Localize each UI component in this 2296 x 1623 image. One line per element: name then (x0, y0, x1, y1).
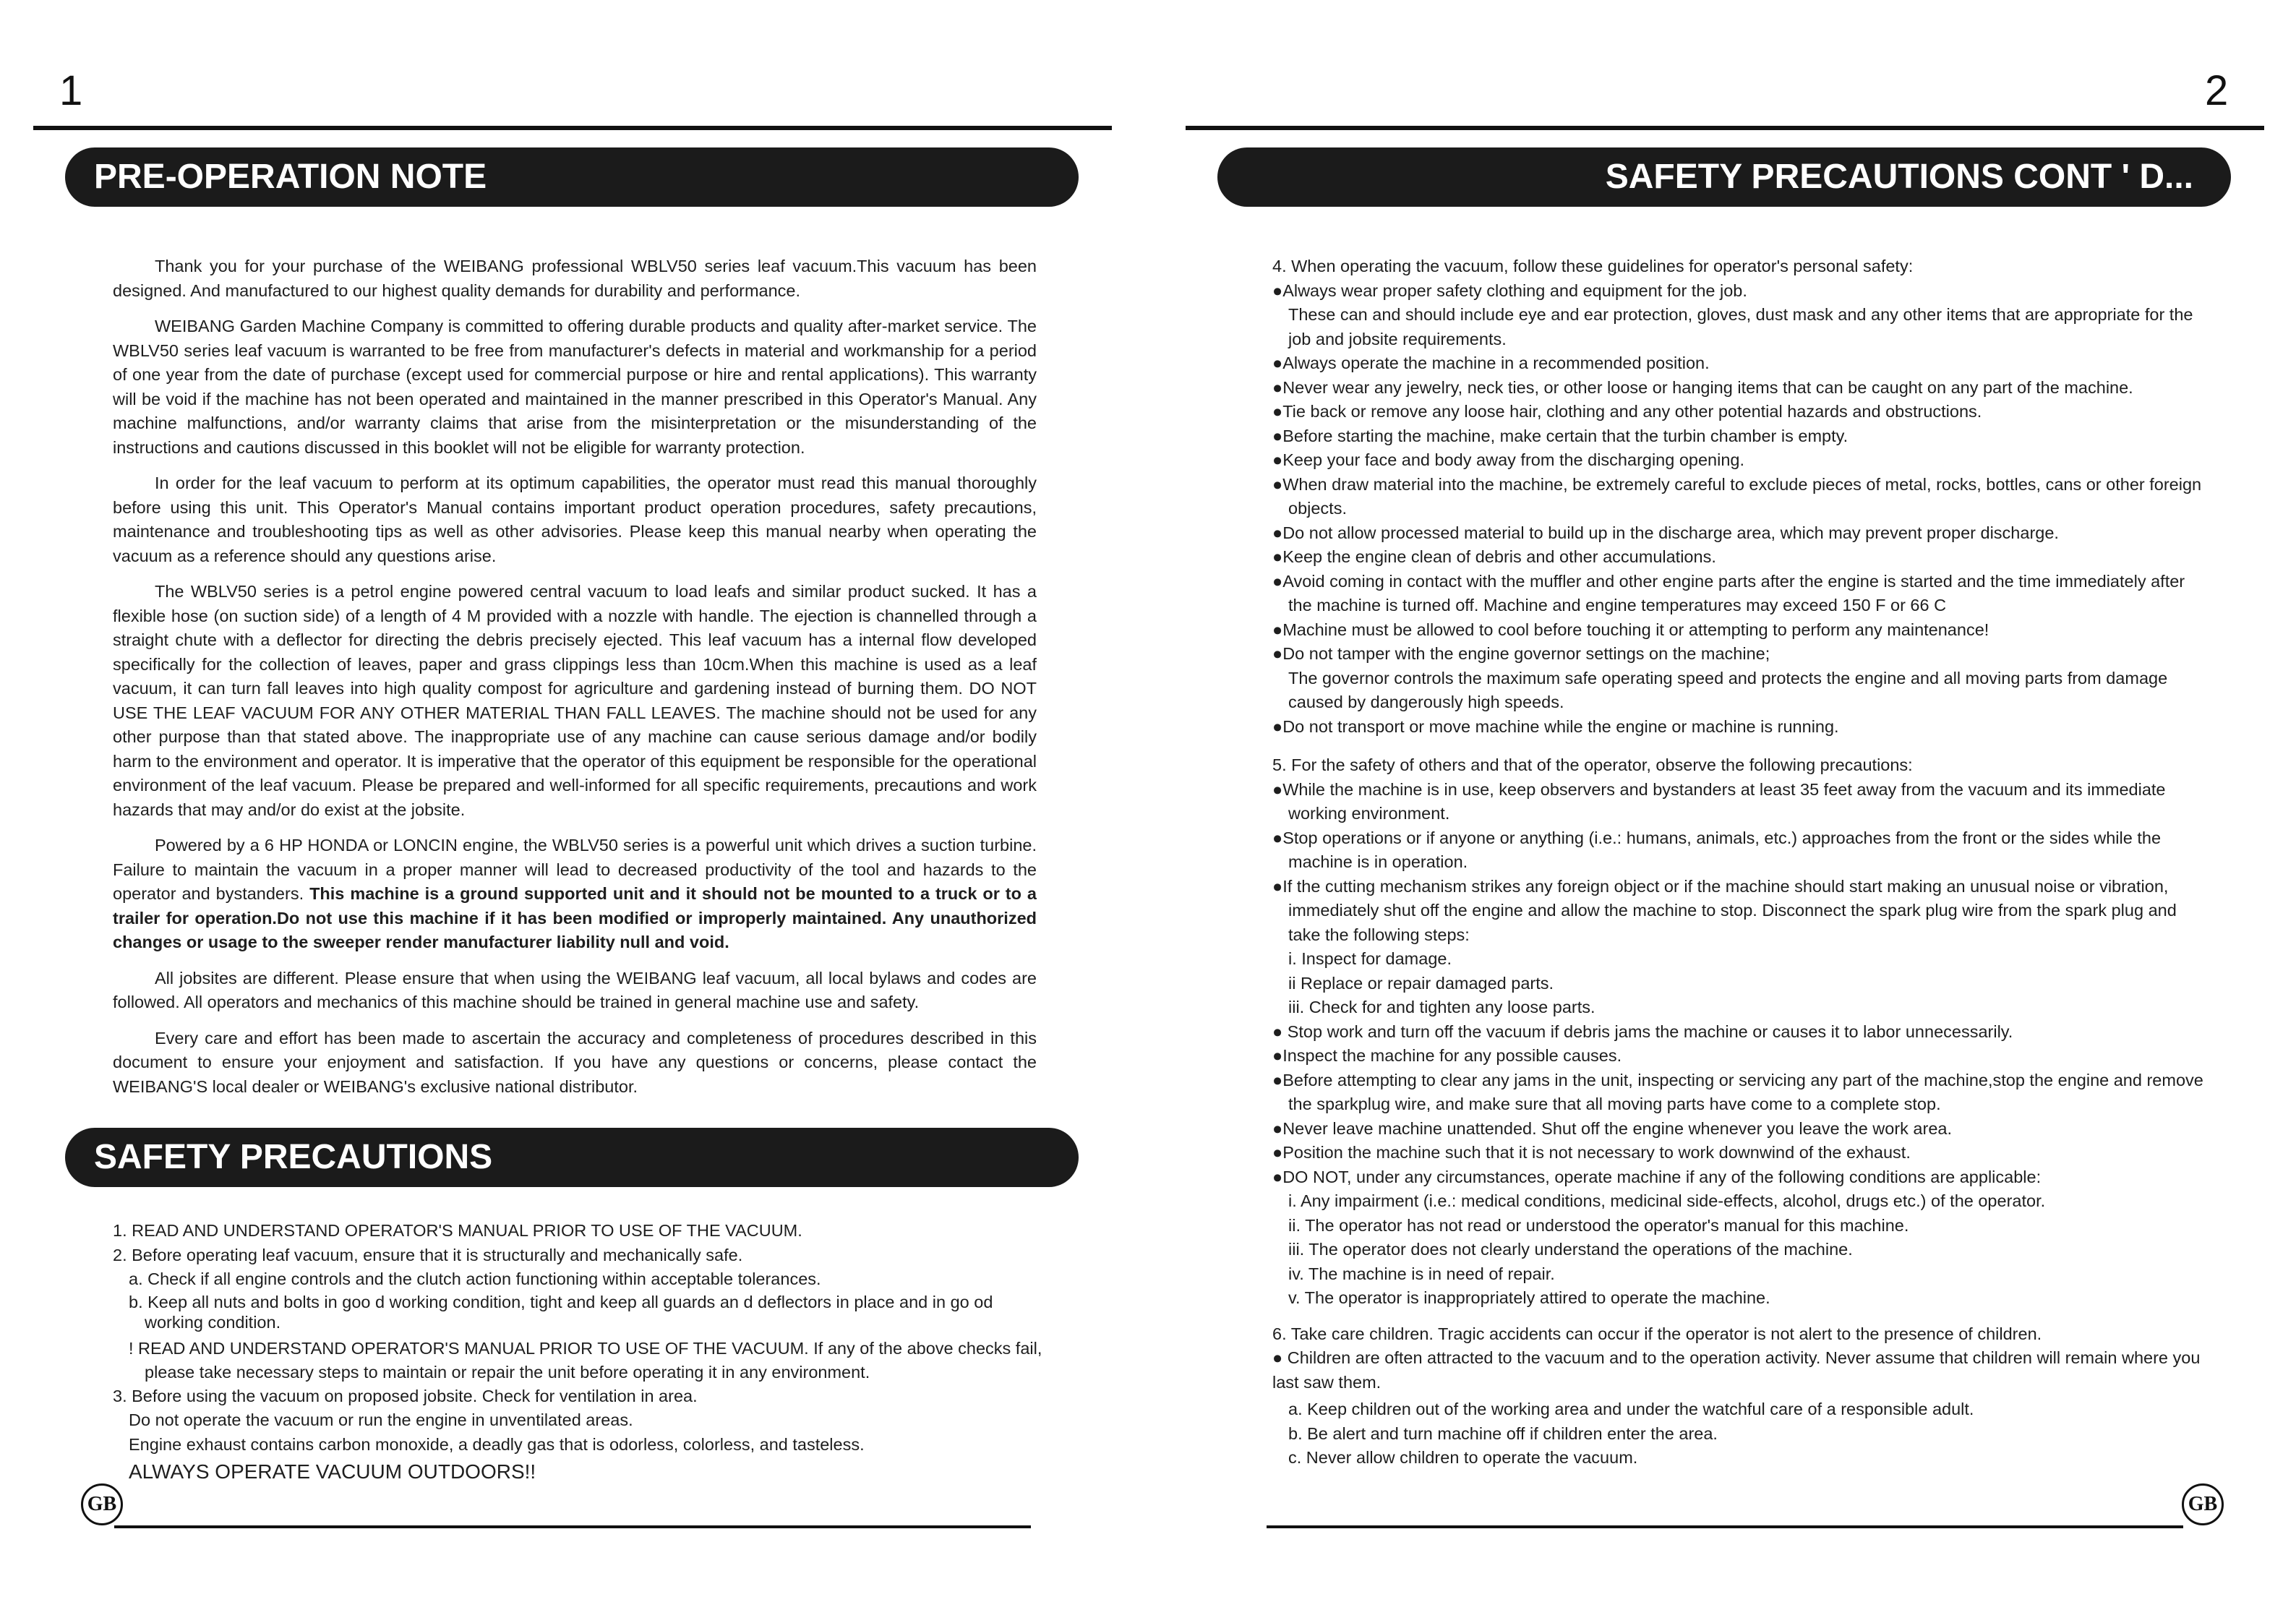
gb-badge-left (81, 1483, 123, 1525)
list-item: ●Never wear any jewelry, neck ties, or other loose or hanging items that can be caught on any part of the machine. (1272, 377, 2133, 397)
pre-operation-text (113, 254, 1037, 1110)
paragraph: Every care and effort has been made to ascertain the accuracy and completeness of procedures described in this document to ensure your enjoyment and satisfaction. If you have any questions or concerns, please contact the WEIBANG'S local dealer or WEIBANG's exclusive national distributor. (113, 1028, 1037, 1096)
paragraph: All jobsites are different. Please ensure that when using the WEIBANG leaf vacuum, all local bylaws and codes are followed. All operators and mechanics of this machine should be trained in general machine use and safety. (113, 968, 1037, 1011)
list-item: iii. Check for and tighten any loose parts. (1288, 998, 1595, 1016)
list-item: ●Do not allow processed material to build up in the discharge area, which may prevent proper discharge. (1272, 523, 2059, 542)
gb-badge-text: GB (87, 1493, 117, 1515)
paragraph: The WBLV50 series is a petrol engine powered central vacuum to load leafs and similar product sucked. It has a flexible hose (on suction side) of a length of 4 M provided with a nozzle with handle. The ejection is channelled through a straight chute with a deflector for directing the debris precisely ejected. This leaf vacuum has a internal flow developed specifically for the collection of leaves, paper and grass clippings less than 10cm.When this machine is used as a leaf vacuum, it can turn fall leaves into high quality compost for agriculture and gardening instead of burning them. DO NOT USE THE LEAF VACUUM FOR ANY OTHER MATERIAL THAN FALL LEAVES. The machine should not be used for any other purpose than that stated above. The inappropriate use of any machine can cause serious damage and/or bodily harm to the environment and operator. It is imperative that the operator of this equipment be responsible for the operational environment of the leaf vacuum. Please be prepared and well-informed for all specific requirements, precautions and work hazards that may and/or do exist at the jobsite. (113, 582, 1037, 819)
paragraph-normal: Powered by a 6 HP HONDA or LONCIN engine, the WBLV50 series is a powerful unit which drives a suction turbine. Failure to maintain the vacuum in a proper manner will lead to decreased productivity of the tool and hazards to the operator and bystanders. (113, 836, 1037, 903)
banner-pre-operation-note (65, 147, 1079, 207)
page-number-right: 2 (2205, 67, 2229, 114)
list-item: i. Inspect for damage. (1288, 949, 1452, 968)
list-item: c. Never allow children to operate the vacuum. (1288, 1448, 1638, 1467)
list-item: ! READ AND UNDERSTAND OPERATOR'S MANUAL PRIOR TO USE OF THE VACUUM. If any of the above checks fail, please take necessary steps to maintain or repair the unit before operating it in any environment. (129, 1338, 1042, 1382)
banner-title: PRE-OPERATION NOTE (94, 158, 487, 196)
list-item: ●Before attempting to clear any jams in the unit, inspecting or servicing any part of the machine,stop the engine and remove the sparkplug wire, and make sure that all moving parts have come to a complete stop. (1272, 1070, 2203, 1113)
safety-precautions-contd-text (1272, 254, 2212, 1470)
list-item: i. Any impairment (i.e.: medical conditions, medicinal side-effects, alcohol, drugs etc.) of the operator. (1288, 1191, 2046, 1210)
gb-badge-text: GB (2188, 1493, 2218, 1515)
bottom-rule-left (114, 1525, 1031, 1528)
list-item: The governor controls the maximum safe operating speed and protects the engine and all moving parts from damage caused by dangerously high speeds. (1288, 668, 2168, 711)
list-item: ●Tie back or remove any loose hair, clothing and any other potential hazards and obstructions. (1272, 402, 1982, 421)
list-item: ●Never leave machine unattended. Shut off the engine whenever you leave the work area. (1272, 1118, 1952, 1138)
list-item: ii. The operator has not read or understood the operator's manual for this machine. (1288, 1215, 1909, 1235)
list-item: ●Do not transport or move machine while the engine or machine is running. (1272, 716, 1839, 736)
banner-safety-precautions-contd (1217, 147, 2231, 207)
list-item: ●Avoid coming in contact with the muffler and other engine parts after the engine is started and the time immediately after the machine is turned off. Machine and engine temperatures may exceed 150 F or 66 C (1272, 571, 2185, 614)
list-item: ●If the cutting mechanism strikes any foreign object or if the machine should start making an unusual noise or vibration, immediately shut off the engine and allow the machine to stop. Disconnect the spark plug wire from the spark plug and take the following steps: (1272, 876, 2177, 944)
banner-title: SAFETY PRECAUTIONS CONT ' D... (1605, 158, 2193, 196)
paragraph-bold-warning: This machine is a ground supported unit and it should not be mounted to a truck or to a trailer for operation.Do not use this machine if it has been modified or improperly maintained. Any unauthorized changes or usage to the sweeper render manufacturer liability null and void. (113, 884, 1037, 951)
list-item: b. Keep all nuts and bolts in goo d working condition, tight and keep all guards an d deflectors in place and in go od working condition. (129, 1292, 993, 1332)
list-item: ● Stop work and turn off the vacuum if debris jams the machine or causes it to labor unnecessarily. (1272, 1022, 2013, 1041)
paragraph: In order for the leaf vacuum to perform at its optimum capabilities, the operator must read this manual thoroughly before using this unit. This Operator's Manual contains important product operation procedures, safety precautions, maintenance and troubleshooting tips as well as other advisories. Please keep this manual nearby when operating the vacuum as a reference should any questions arise. (113, 474, 1037, 565)
list-item: ●Keep your face and body away from the discharging opening. (1272, 450, 1745, 469)
list-item: ●Inspect the machine for any possible causes. (1272, 1046, 1622, 1065)
list-item: ● Children are often attracted to the vacuum and to the operation activity. Never assume that children will remain where you last saw them. (1272, 1348, 2201, 1392)
list-item: iv. The machine is in need of repair. (1288, 1264, 1555, 1283)
list-item: ●Always operate the machine in a recommended position. (1272, 354, 1710, 372)
page-number-left: 1 (59, 67, 83, 114)
safety-precautions-list (113, 1219, 1045, 1484)
list-item: a. Check if all engine controls and the clutch action functioning within acceptable tolerances. (129, 1269, 821, 1288)
banner-title: SAFETY PRECAUTIONS (94, 1138, 493, 1176)
list-item: ●Keep the engine clean of debris and other accumulations. (1272, 547, 1716, 566)
list-item: ●Always wear proper safety clothing and equipment for the job. (1272, 281, 1747, 300)
list-item: 1. READ AND UNDERSTAND OPERATOR'S MANUAL PRIOR TO USE OF THE VACUUM. (113, 1221, 802, 1240)
top-rule-right (1186, 126, 2264, 130)
paragraph (113, 834, 1037, 955)
banner-safety-precautions (65, 1128, 1079, 1187)
list-item: 2. Before operating leaf vacuum, ensure that it is structurally and mechanically safe. (113, 1245, 743, 1264)
paragraph: WEIBANG Garden Machine Company is committed to offering durable products and quality after-market service. The WBLV50 series leaf vacuum is warranted to be free from manufacturer's defects in material and workmanship for a period of one year from the date of purchase (except used for commercial purpose or hire and rental applications). This warranty will be void if the machine has not been operated and maintained in the manner prescribed in this Operator's Manual. Any machine malfunctions, and/or warranty claims that arise from the misinterpretation or the misunderstanding of the instructions and cautions discussed in this booklet will not be eligible for warranty protection. (113, 317, 1037, 457)
list-item: ●Machine must be allowed to cool before touching it or attempting to perform any maintenance! (1272, 620, 1989, 639)
list-item: 3. Before using the vacuum on proposed jobsite. Check for ventilation in area. (113, 1386, 698, 1405)
section-heading: 4. When operating the vacuum, follow these guidelines for operator's personal safety: (1272, 257, 1914, 275)
list-item: ●Before starting the machine, make certain that the turbin chamber is empty. (1272, 426, 1849, 445)
list-item: ii Replace or repair damaged parts. (1288, 973, 1554, 993)
list-item: iii. The operator does not clearly understand the operations of the machine. (1288, 1240, 1853, 1259)
list-item: These can and should include eye and ear protection, gloves, dust mask and any other items that are appropriate for the job and jobsite requirements. (1288, 305, 2193, 348)
list-item: Engine exhaust contains carbon monoxide, a deadly gas that is odorless, colorless, and tasteless. (129, 1434, 865, 1454)
top-rule-left (33, 126, 1112, 130)
list-item: Do not operate the vacuum or run the engine in unventilated areas. (129, 1410, 633, 1429)
list-item: ●While the machine is in use, keep observers and bystanders at least 35 feet away from the vacuum and its immediate working environment. (1272, 779, 2166, 823)
list-item: ●When draw material into the machine, be extremely careful to exclude pieces of metal, rocks, bottles, cans or other foreign objects. (1272, 474, 2202, 518)
list-item: b. Be alert and turn machine off if children enter the area. (1288, 1423, 1718, 1443)
list-item: ●Position the machine such that it is not necessary to work downwind of the exhaust. (1272, 1143, 1911, 1162)
list-item: v. The operator is inappropriately attired to operate the machine. (1288, 1288, 1770, 1307)
list-item: ●DO NOT, under any circumstances, operate machine if any of the following conditions are applicable: (1272, 1167, 2042, 1186)
paragraph: Thank you for your purchase of the WEIBANG professional WBLV50 series leaf vacuum.This vacuum has been designed. And manufactured to our highest quality demands for durability and performance. (113, 257, 1037, 300)
section-heading: 5. For the safety of others and that of the operator, observe the following precautions: (1272, 755, 1913, 774)
gb-badge-right (2182, 1483, 2224, 1525)
list-item: ●Stop operations or if anyone or anything (i.e.: humans, animals, etc.) approaches from the front or the sides while the machine is in operation. (1272, 828, 2162, 871)
list-item: ●Do not tamper with the engine governor settings on the machine; (1272, 644, 1770, 663)
section-heading: 6. Take care children. Tragic accidents can occur if the operator is not alert to the presence of children. (1272, 1324, 2042, 1343)
list-item: ALWAYS OPERATE VACUUM OUTDOORS!! (129, 1460, 536, 1483)
bottom-rule-right (1267, 1525, 2183, 1528)
list-item: a. Keep children out of the working area and under the watchful care of a responsible adult. (1288, 1400, 1974, 1418)
